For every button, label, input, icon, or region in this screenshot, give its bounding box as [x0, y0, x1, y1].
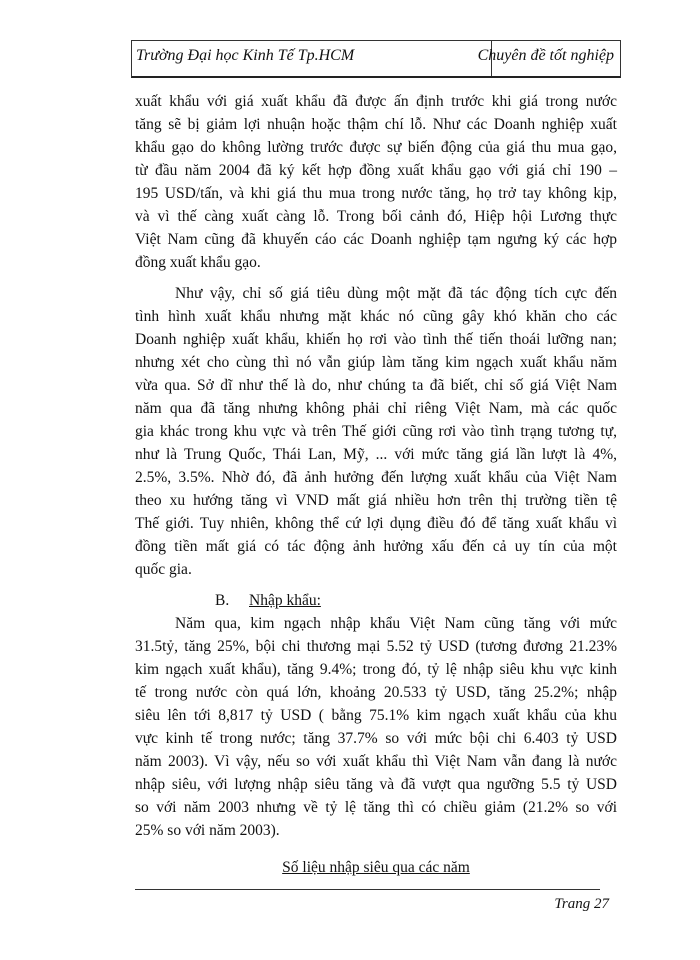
- paragraph-line: vừa qua. Sở dĩ như thế là do, như chúng ta đã biết, chỉ số giá Việt Nam: [135, 377, 617, 394]
- paragraph-line: năm 2003). Vì vậy, nếu so với xuất khẩu thì Việt Nam vẫn đang là nước: [135, 753, 617, 770]
- paragraph-line: Thế giới. Tuy nhiên, không thể cứ lợi dụng điều đó để tăng xuất khẩu vì: [135, 515, 617, 532]
- paragraph-line: Việt Nam cũng đã khuyến cáo các Doanh nghiệp tạm ngưng ký các hợp: [135, 231, 617, 248]
- footer-divider: [135, 889, 600, 890]
- paragraph-line: gia khác trong khu vực và trên Thế giới cũng rơi vào tình trạng tương tự,: [135, 423, 617, 440]
- paragraph-line: và vì thế càng xuất càng lỗ. Trong bối cảnh đó, Hiệp hội Lương thực: [135, 208, 617, 225]
- paragraph-line: tế trong nước còn quá lớn, khoảng 20.533 tỷ USD, tăng 25.2%; nhập: [135, 684, 617, 701]
- page-body: [135, 90, 617, 879]
- paragraph-line: Năm qua, kim ngạch nhập khẩu Việt Nam cũng tăng với mức: [175, 615, 617, 632]
- paragraph-line: khẩu gạo do không lường trước được sự biến động của giá thu mua gạo,: [135, 139, 617, 156]
- paragraph-line: 25% so với năm 2003).: [135, 822, 280, 839]
- paragraph-line: 31.5tỷ, tăng 25%, bội chi thương mại 5.52 tỷ USD (tương đương 21.23%: [135, 638, 617, 655]
- section-paragraph: [135, 612, 617, 842]
- paragraph: [135, 612, 617, 842]
- page-number: Trang 27: [554, 896, 609, 912]
- paragraph-line: 195 USD/tấn, và khi giá thu mua trong nước tăng, họ trở tay không kịp,: [135, 185, 617, 202]
- paragraph-line: nhập siêu, với lượng nhập siêu tăng và đã vượt qua ngưỡng 5.5 tỷ USD: [135, 776, 617, 793]
- paragraph: [135, 282, 617, 581]
- header-school-name: Trường Đại học Kinh Tế Tp.HCM: [136, 47, 355, 64]
- paragraph-line: từ đầu năm 2004 đã ký kết hợp đồng xuất khẩu gạo với giá chỉ 190 –: [135, 162, 617, 179]
- paragraph-line: quốc gia.: [135, 561, 192, 578]
- paragraph-line: Như vậy, chỉ số giá tiêu dùng một mặt đã tác động tích cực đến: [175, 285, 617, 302]
- section-title: Nhập khẩu:: [249, 592, 321, 609]
- paragraph-line: so với năm 2003 nhưng về tỷ lệ tăng thì có chiều giảm (21.2% so với: [135, 799, 617, 816]
- paragraph-line: đồng tiền mất giá có tác động ảnh hưởng xấu đến cả uy tín của một: [135, 538, 617, 555]
- paragraph-line: vực kinh tế trong nước; tăng 37.7% so với mức bội chi 6.403 tỷ USD: [135, 730, 617, 747]
- paragraph-line: tăng sẽ bị giảm lợi nhuận hoặc thậm chí lỗ. Như các Doanh nghiệp xuất: [135, 116, 617, 133]
- paragraph-line: đồng xuất khẩu gạo.: [135, 254, 261, 271]
- paragraph-line: Doanh nghiệp xuất khẩu, khiến họ rơi vào tình thế tiến thoái lưỡng nan;: [135, 331, 617, 348]
- paragraph-line: năm qua đã tăng nhưng không phải chỉ riêng Việt Nam, mà các quốc: [135, 400, 617, 417]
- paragraph-line: xuất khẩu với giá xuất khẩu đã được ấn định trước khi giá trong nước: [135, 93, 617, 110]
- page-header: [131, 40, 621, 78]
- paragraph: [135, 90, 617, 274]
- section-number: B.: [215, 592, 230, 609]
- header-document-type: Chuyên đề tốt nghiệp: [477, 47, 614, 64]
- paragraph-line: nhưng xét cho cùng thì nó vẫn giúp làm tăng kim ngạch xuất khẩu năm: [135, 354, 617, 371]
- paragraph-line: siêu lên tới 8,817 tỷ USD ( bằng 75.1% kim ngạch xuất khẩu của khu: [135, 707, 617, 724]
- body-paragraphs: [135, 90, 617, 581]
- table-caption: Số liệu nhập siêu qua các năm: [282, 859, 470, 876]
- paragraph-line: tình hình xuất khẩu nhưng mặt khác nó cũng gây khó khăn cho các: [135, 308, 617, 325]
- paragraph-line: theo xu hướng tăng vì VND mất giá nhiều hơn trên thị trường tiền tệ: [135, 492, 617, 509]
- paragraph-line: như là Trung Quốc, Thái Lan, Mỹ, ... với mức tăng giá lần lượt là 4%,: [135, 446, 617, 463]
- section-heading: [135, 589, 617, 612]
- paragraph-line: 2.5%, 3.5%. Nhờ đó, đã ảnh hưởng đến lượng xuất khẩu của Việt Nam: [135, 469, 617, 486]
- paragraph-line: kim ngạch xuất khẩu), tăng 9.4%; trong đó, tỷ lệ nhập siêu khu vực kinh: [135, 661, 617, 678]
